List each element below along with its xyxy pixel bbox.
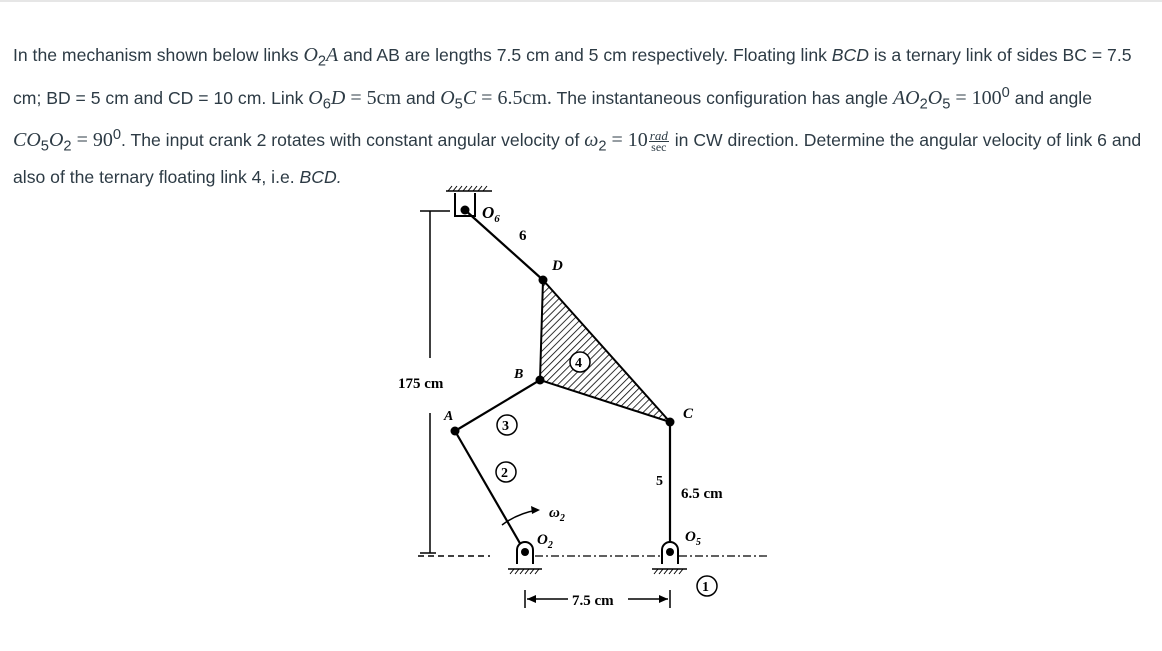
label-6: 6 [519, 228, 527, 244]
label-4: 4 [575, 356, 582, 371]
question-text: In the mechanism shown below links $O_2A$ and AB are lengths 7.5 cm and 5 cm respectively. Floating link BCD is a ternary link of sides BC = 7.5 cm; BD = 5 cm and CD = 10 cm. Link $O_6D = 5cm$ and $O_5C = 6.5cm$. The instantaneous configuration has angle $AO_2O_5 = 100^0$ and angle $CO_5O_2 = 90^0$. The input crank 2 rotates with constant angular velocity of $\omega_2 = 10$ $\frac{\text{rad}}{\sec}$ in CW direction. Determine the angular velocity of link 6 and also of the ternary floating link 4, i.e. BCD. [13, 44, 1142, 188]
label-o5: $O_5$ [685, 529, 701, 548]
label-o2: $O_2$ [537, 532, 553, 551]
label-d: D [552, 258, 563, 274]
label-3: 3 [502, 419, 509, 434]
link-2 [455, 431, 525, 552]
joint-c [666, 418, 675, 427]
label-o6: $O_6$ [482, 203, 500, 225]
label-omega2: $\omega_2$ [549, 505, 565, 524]
label-1: 1 [702, 580, 709, 595]
label-c: C [683, 406, 694, 422]
link-6 [465, 210, 543, 280]
label-7-5-cm: 7.5 cm [572, 593, 614, 609]
label-2: 2 [501, 466, 508, 481]
dim-arrow-right [659, 595, 668, 603]
dim-arrow-left [527, 595, 536, 603]
joint-d [539, 276, 548, 285]
label-a: A [444, 409, 454, 424]
rad-per-sec-fraction: $\frac{\text{rad}}{\sec}$ [649, 127, 668, 154]
label-b: B [514, 367, 524, 382]
ternary-link-bcd [540, 280, 670, 422]
label-6-5-cm: 6.5 cm [681, 486, 723, 502]
label-5: 5 [656, 474, 663, 489]
o5-ground-support [652, 542, 687, 574]
omega2-arrowhead [531, 506, 540, 514]
label-175-cm: 175 cm [398, 376, 444, 392]
top-divider [0, 0, 1162, 2]
joint-a [451, 427, 460, 436]
mechanism-diagram [380, 180, 780, 630]
joint-b [536, 376, 545, 385]
